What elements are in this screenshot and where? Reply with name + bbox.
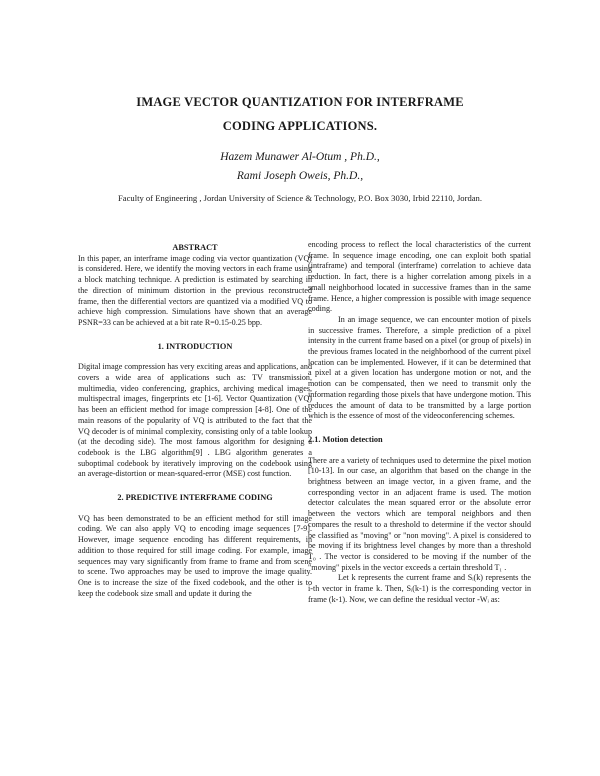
left-column (78, 243, 312, 599)
section-2-heading: 2. PREDICTIVE INTERFRAME CODING (117, 493, 273, 503)
subsection-2-1-heading: 2.1. Motion detection (308, 434, 383, 444)
right-column (308, 240, 531, 606)
abstract-text: In this paper, an interframe image coding via vector quantization (VQ) is considered. Here, we identify the moving vectors in each frame using a block matching technique. A prediction is estimated by searching in the direction of minimum distortion in the previous reconstructed frame, then the differential vectors are quantized via a modified VQ to achieve high compression. Simulations have shown that an average PSNR=33 can be achieved at a bit rate R=0.15-0.25 bpp. (78, 253, 312, 327)
affiliation: Faculty of Engineering , Jordan University of Science & Technology, P.O. Box 3030, Irbid 22110, Jordan. (117, 193, 482, 203)
paper-title-line-2: CODING APPLICATIONS. (222, 119, 378, 133)
section-2-text: VQ has been demonstrated to be an efficient method for still image coding. We can also apply VQ to encoding image sequences [7-9]. However, image sequence encoding has different requirements, in addition to those required for still image coding. For example, image sequences may vary significantly from frame to frame and from scene to scene. Two approaches may be used to improve the image quality. One is to increase the size of the fixed codebook, and the other is to keep the codebook size small and update it during the (78, 513, 312, 598)
section-1-heading: 1. INTRODUCTION (157, 341, 233, 351)
motion-paragraph: In an image sequence, we can encounter motion of pixels in successive frames. Therefore, a simple prediction of a pixel intensity in the current frame based on a pixel (or group of pixels) in the previous frames located in the neighborhood of the current pixel location can be implemented. However, if it can be determined that a pixel at a given location has undergone motion or not, and the motion can be compensated, then we need to transmit only the information regarding those pixels that have undergone motion. This reduces the amount of data to be transmitted by a large portion which is the essence of most of the videoconferencing schemes. (308, 314, 531, 421)
section-1-text: Digital image compression has very exciting areas and applications, and covers a wide area of applications such as: TV transmission, multimedia, video conferencing, graphics, archiving medical images, multispectral images, fingerprints etc [1-6]. Vector Quantization (VQ) has been an efficient method for image compression [4-8]. One of the main reasons of the popularity of VQ is attributed to the fact that the VQ decoder is of minimal complexity, consisting only of a table lookup (at the decoding side). The most famous algorithm for designing a codebook is the LBG algorithm[9] . LBG algorithm generates a suboptimal codebook by iteratively improving on the codebook using an average-distortion or mean-squared-error (MSE) cost function. (78, 362, 312, 479)
residual-vector-paragraph: Let k represents the current frame and Sᵢ(k) represents the i-th vector in frame k. Then, Sᵢ(k-1) is the corresponding vector in frame (k-1). Now, we can define the residual vector -Wᵢ as: (308, 573, 531, 604)
subsection-2-1-text: There are a variety of techniques used to determine the pixel motion [10-13]. In our case, an algorithm that based on the change in the brightness between an image vector, in a given frame, and the corresponding vector in an adjacent frame is used. The motion detector calculates the mean squared error or the absolute error between the vectors which are temporal neighbors and then compares the result to a threshold to determine if the vector should be classified as "moving" or "non moving". A pixel is considered to be moving if its brightness level changes by more than a threshold T₀ . The vector is considered to be moving if the number of the "moving" pixels in the vector exceeds a certain threshold T₁ . (308, 455, 531, 572)
author-1: Hazem Munawer Al-Otum , Ph.D., (220, 151, 380, 163)
paper-title-line-1: IMAGE VECTOR QUANTIZATION FOR INTERFRAME (136, 95, 464, 109)
section-2-continuation: encoding process to reflect the local characteristics of the current frame. In sequence image encoding, one can exploit both spatial (intraframe) and temporal (interframe) correlation to achieve data reduction. In fact, there is a higher correlation among pixels in a small neighborhood located in successive frames than in the same frame. Hence, a higher compression is possible with image sequence coding. (308, 240, 531, 314)
author-2: Rami Joseph Oweis, Ph.D., (236, 170, 364, 182)
abstract-heading: ABSTRACT (172, 243, 218, 252)
